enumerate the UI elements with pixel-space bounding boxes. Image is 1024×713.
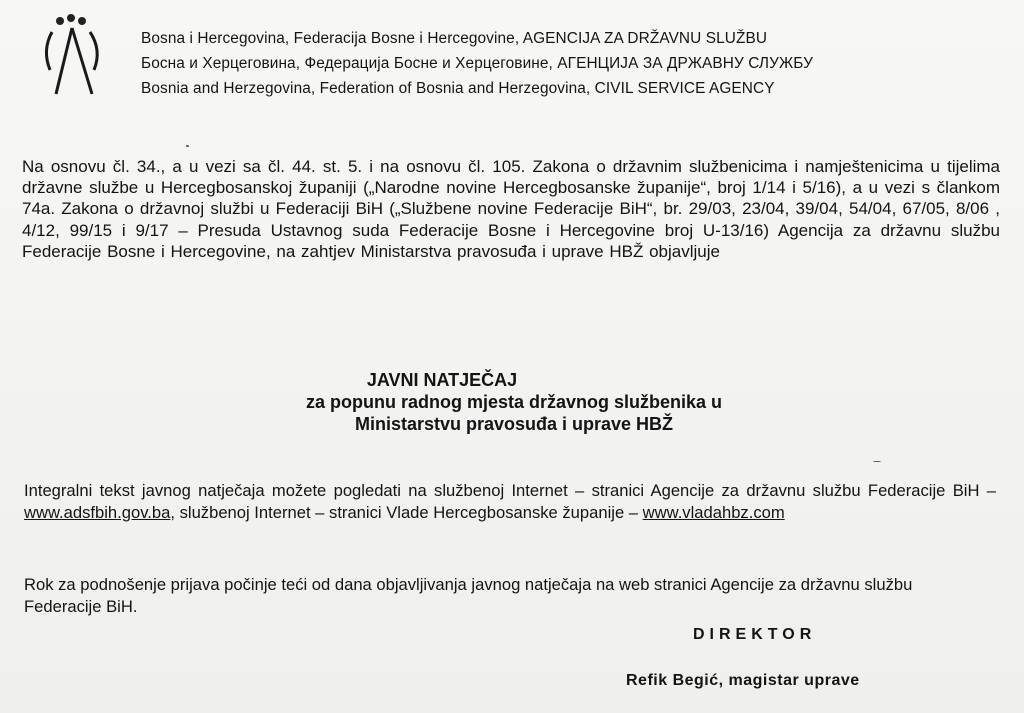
- info-text-1: Integralni tekst javnog natječaja možete pogledati na službenoj Internet – stranici Agencije za državnu službu Federacije BiH –: [24, 481, 996, 500]
- government-website-link[interactable]: www.vladahbz.com: [642, 503, 785, 522]
- header: [141, 26, 813, 101]
- header-line-english: Bosnia and Herzegovina, Federation of Bosnia and Herzegovina, CIVIL SERVICE AGENCY: [141, 80, 775, 97]
- title-line-1: JAVNI NATJEČAJ: [366, 370, 518, 390]
- announcement-title: [0, 369, 1024, 435]
- print-speck: [873, 461, 881, 462]
- header-line-bosnian: Bosna i Hercegovina, Federacija Bosne i Hercegovine, AGENCIJA ZA DRŽAVNU SLUŽBU: [141, 30, 768, 47]
- info-paragraph: [24, 480, 996, 524]
- info-text-2: , službenoj Internet – stranici Vlade Hercegbosanske županije –: [170, 503, 643, 522]
- intro-paragraph: Na osnovu čl. 34., a u vezi sa čl. 44. st. 5. i na osnovu čl. 105. Zakona o državnim službenicima i namještenicima u tijelima državne službe u Hercegbosanskoj županiji („Narodne novine Hercegbosanske županije“, broj 1/14 i 5/16), a u vezi s člankom 74a. Zakona o državnoj službi u Federaciji BiH („Službene novine Federacije BiH“, br. 29/03, 23/04, 39/04, 54/04, 67/05, 8/06 , 4/12, 99/15 i 9/17 – Presuda Ustavnog suda Federacije Bosne i Hercegovine broj U-13/16) Agencija za državnu službu Federacije Bosne i Hercegovine, na zahtjev Ministarstva pravosuđa i uprave HBŽ objavljuje: [22, 157, 1000, 261]
- header-line-serbian: Босна и Херцеговина, Федерација Босне и Херцеговине, АГЕНЦИЈА ЗА ДРЖАВНУ СЛУЖБУ: [141, 55, 814, 72]
- deadline-paragraph: Rok za podnošenje prijava počinje teći od dana objavljivanja javnog natječaja na web stranici Agencije za državnu službu Federacije BiH.: [24, 575, 913, 616]
- title-line-2: za popunu radnog mjesta državnog službenika u: [305, 392, 723, 412]
- agency-website-link[interactable]: www.adsfbih.gov.ba: [24, 503, 171, 522]
- print-speck: [186, 145, 189, 147]
- civil-service-agency-logo: [38, 14, 108, 100]
- signature-title: DIREKTOR: [693, 626, 817, 643]
- signature-name: Refik Begić, magistar uprave: [626, 672, 860, 689]
- title-line-3: Ministarstvu pravosuđa i uprave HBŽ: [354, 414, 674, 434]
